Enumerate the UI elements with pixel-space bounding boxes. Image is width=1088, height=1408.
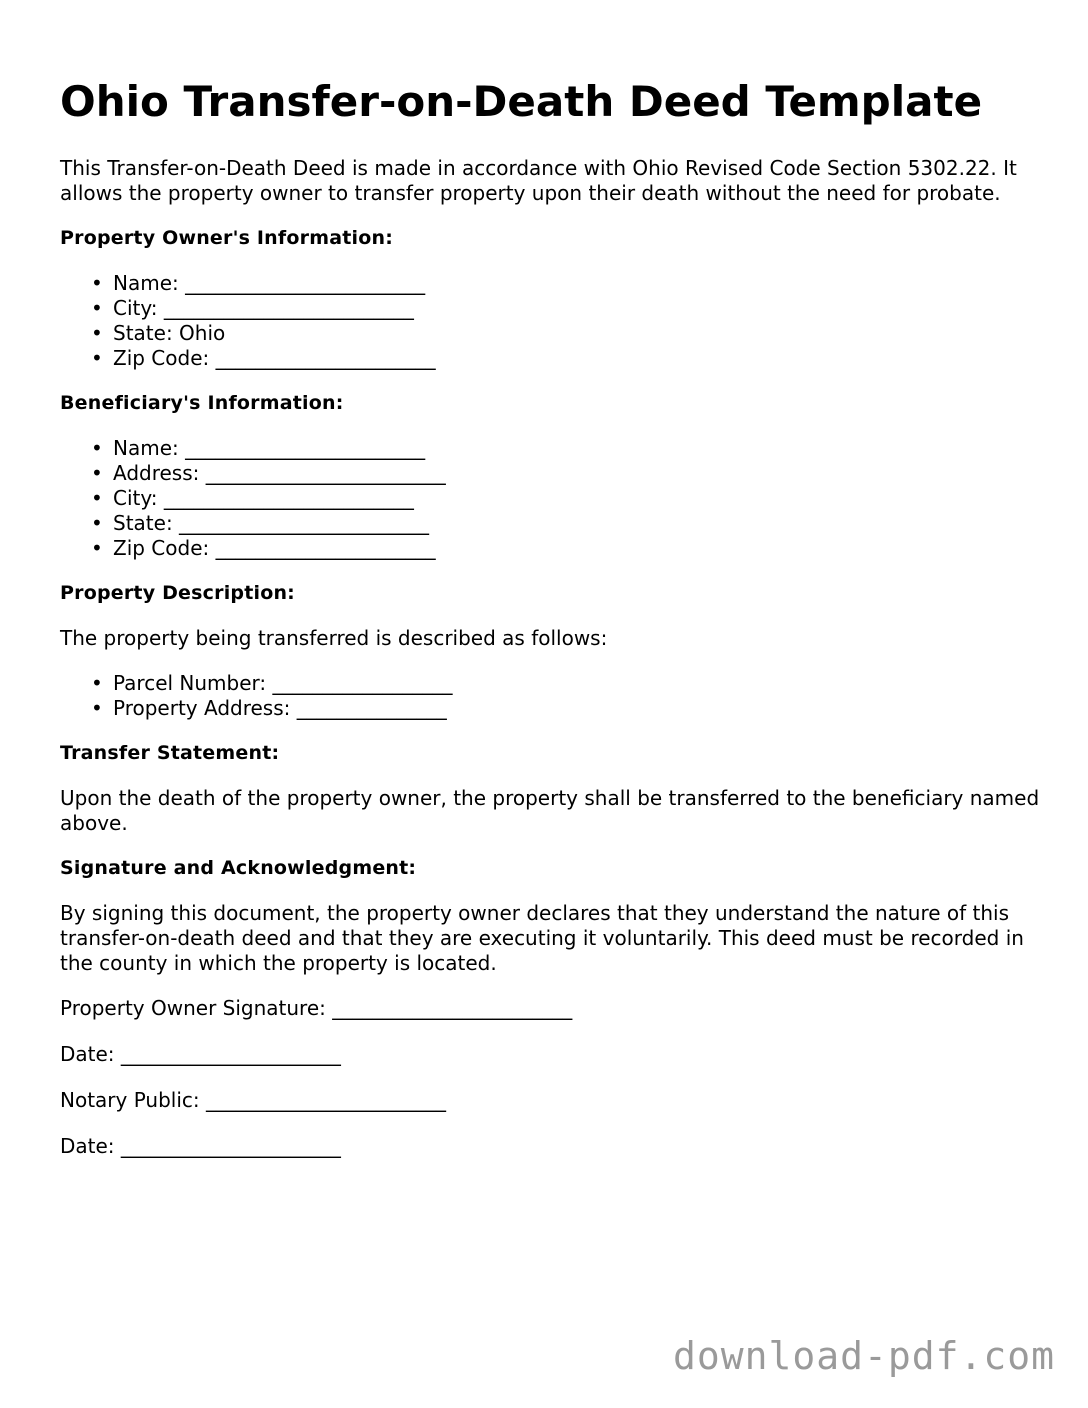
parcel-number-field: Parcel Number: __________________ (113, 671, 453, 695)
intro-paragraph: This Transfer-on-Death Deed is made in accordance with Ohio Revised Code Section 5302.22. It allows the property owner to transfer property upon their death without the need for probate. (60, 156, 1017, 205)
beneficiary-name-field: Name: ________________________ (113, 436, 426, 460)
owner-city-field: City: _________________________ (113, 296, 414, 320)
list-item (91, 296, 1040, 321)
beneficiary-zip-field: Zip Code: ______________________ (113, 536, 436, 560)
property-description-text: The property being transferred is described as follows: (60, 626, 608, 650)
list-item (91, 536, 1040, 561)
bullet-icon: • (91, 296, 103, 320)
signature-acknowledgment-text: By signing this document, the property owner declares that they understand the nature of this transfer-on-death deed and that they are executing it voluntarily. This deed must be recorded in the county in which the property is located. (60, 901, 1024, 975)
owner-date-line: Date: ______________________ (60, 1042, 341, 1066)
beneficiary-state-field: State: _________________________ (113, 511, 430, 535)
list-item (91, 486, 1040, 511)
owner-signature-line: Property Owner Signature: ________________________ (60, 996, 573, 1020)
bullet-icon: • (91, 511, 103, 535)
bullet-icon: • (91, 271, 103, 295)
beneficiary-section-heading: Beneficiary's Information: (60, 392, 344, 414)
watermark: download-pdf.com (672, 1334, 1055, 1378)
list-item (91, 271, 1040, 296)
transfer-section-heading: Transfer Statement: (60, 742, 280, 764)
property-info-list (60, 671, 1040, 721)
list-item (91, 436, 1040, 461)
bullet-icon: • (91, 461, 103, 485)
bullet-icon: • (91, 486, 103, 510)
bullet-icon: • (91, 536, 103, 560)
notary-date-line: Date: ______________________ (60, 1134, 341, 1158)
beneficiary-city-field: City: _________________________ (113, 486, 414, 510)
list-item (91, 321, 1040, 346)
bullet-icon: • (91, 436, 103, 460)
list-item (91, 696, 1040, 721)
notary-public-line: Notary Public: ________________________ (60, 1088, 446, 1112)
transfer-statement-text: Upon the death of the property owner, the property shall be transferred to the beneficiary named above. (60, 786, 1040, 835)
signature-section-heading: Signature and Acknowledgment: (60, 857, 417, 879)
list-item (91, 511, 1040, 536)
owner-info-list (60, 271, 1040, 371)
bullet-icon: • (91, 346, 103, 370)
bullet-icon: • (91, 696, 103, 720)
owner-name-field: Name: ________________________ (113, 271, 426, 295)
document-title: Ohio Transfer-on-Death Deed Template (60, 77, 983, 126)
list-item (91, 671, 1040, 696)
property-section-heading: Property Description: (60, 582, 295, 604)
bullet-icon: • (91, 321, 103, 345)
list-item (91, 346, 1040, 371)
beneficiary-info-list (60, 436, 1040, 561)
beneficiary-address-field: Address: ________________________ (113, 461, 446, 485)
list-item (91, 461, 1040, 486)
owner-section-heading: Property Owner's Information: (60, 227, 393, 249)
property-address-field: Property Address: _______________ (113, 696, 447, 720)
document-page (60, 72, 1040, 1180)
bullet-icon: • (91, 671, 103, 695)
owner-state-field: State: Ohio (113, 321, 226, 345)
owner-zip-field: Zip Code: ______________________ (113, 346, 436, 370)
